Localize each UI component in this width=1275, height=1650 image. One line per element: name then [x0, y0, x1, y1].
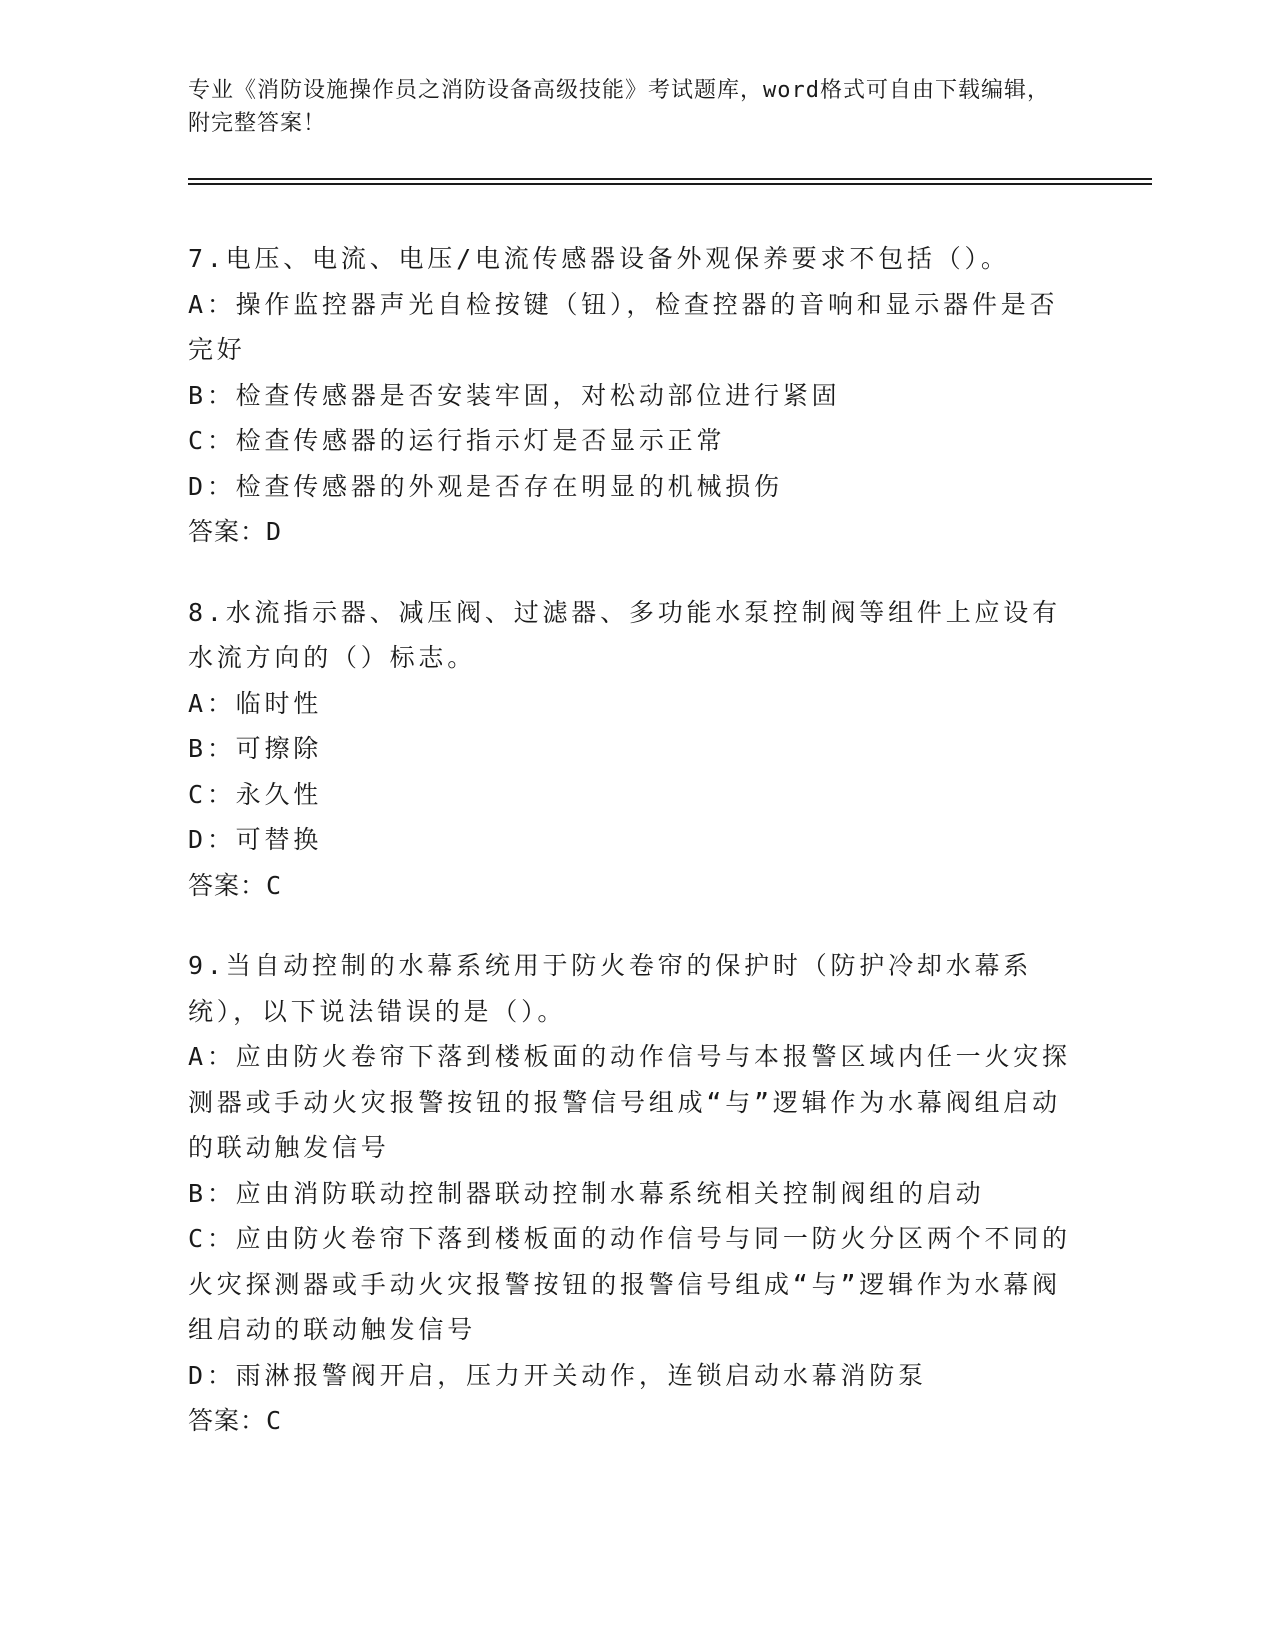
answer-line [188, 1398, 1078, 1444]
option-d: D：可替换 [188, 825, 323, 854]
option-c: C：永久性 [188, 779, 323, 809]
option-b: B：可擦除 [188, 734, 323, 763]
question-8 [188, 590, 1078, 909]
answer-label: 答案： [188, 517, 267, 546]
answer-value: C [266, 870, 283, 900]
answer-value: C [266, 1406, 283, 1435]
option-b: B：应由消防联动控制器联动控制水幕系统相关控制阀组的启动 [188, 1178, 985, 1208]
document-header: 专业《消防设施操作员之消防设备高级技能》考试题库，word格式可自由下载编辑，附完整答案！ [188, 78, 1050, 136]
option-d: D：检查传感器的外观是否存在明显的机械损伤 [188, 471, 783, 501]
option-a: A：临时性 [188, 688, 323, 718]
header-divider-top [188, 178, 1152, 180]
header-divider-bottom [188, 183, 1152, 185]
option-c: C：应由防火卷帘下落到楼板面的动作信号与同一防火分区两个不同的火灾探测器或手动火灾报警按钮的报警信号组成“与”逻辑作为水幕阀组启动的联动触发信号 [188, 1224, 1071, 1344]
option-a: A：应由防火卷帘下落到楼板面的动作信号与本报警区域内任一火灾探测器或手动火灾报警按钮的报警信号组成“与”逻辑作为水幕阀组启动的联动触发信号 [188, 1042, 1071, 1162]
answer-label: 答案： [188, 870, 267, 900]
question-9 [188, 943, 1078, 1444]
question-stem: 9.当自动控制的水幕系统用于防火卷帘的保护时（防护冷却水幕系统），以下说法错误的是（）。 [188, 951, 1033, 1026]
question-7 [188, 236, 1078, 555]
option-b: B：检查传感器是否安装牢固，对松动部位进行紧固 [188, 380, 841, 410]
answer-line [188, 863, 1078, 909]
answer-value: D [266, 517, 283, 546]
answer-label: 答案： [188, 1406, 267, 1435]
question-stem: 7.电压、电流、电压/电流传感器设备外观保养要求不包括（）。 [188, 244, 1010, 273]
option-c: C：检查传感器的运行指示灯是否显示正常 [188, 426, 726, 455]
question-list [188, 236, 1078, 1479]
option-d: D：雨淋报警阀开启，压力开关动作，连锁启动水幕消防泵 [188, 1360, 927, 1390]
answer-line [188, 509, 1078, 555]
option-a: A：操作监控器声光自检按键（钮），检查控器的音响和显示器件是否完好 [188, 289, 1059, 364]
question-stem: 8.水流指示器、减压阀、过滤器、多功能水泵控制阀等组件上应设有水流方向的（）标志。 [188, 597, 1061, 672]
